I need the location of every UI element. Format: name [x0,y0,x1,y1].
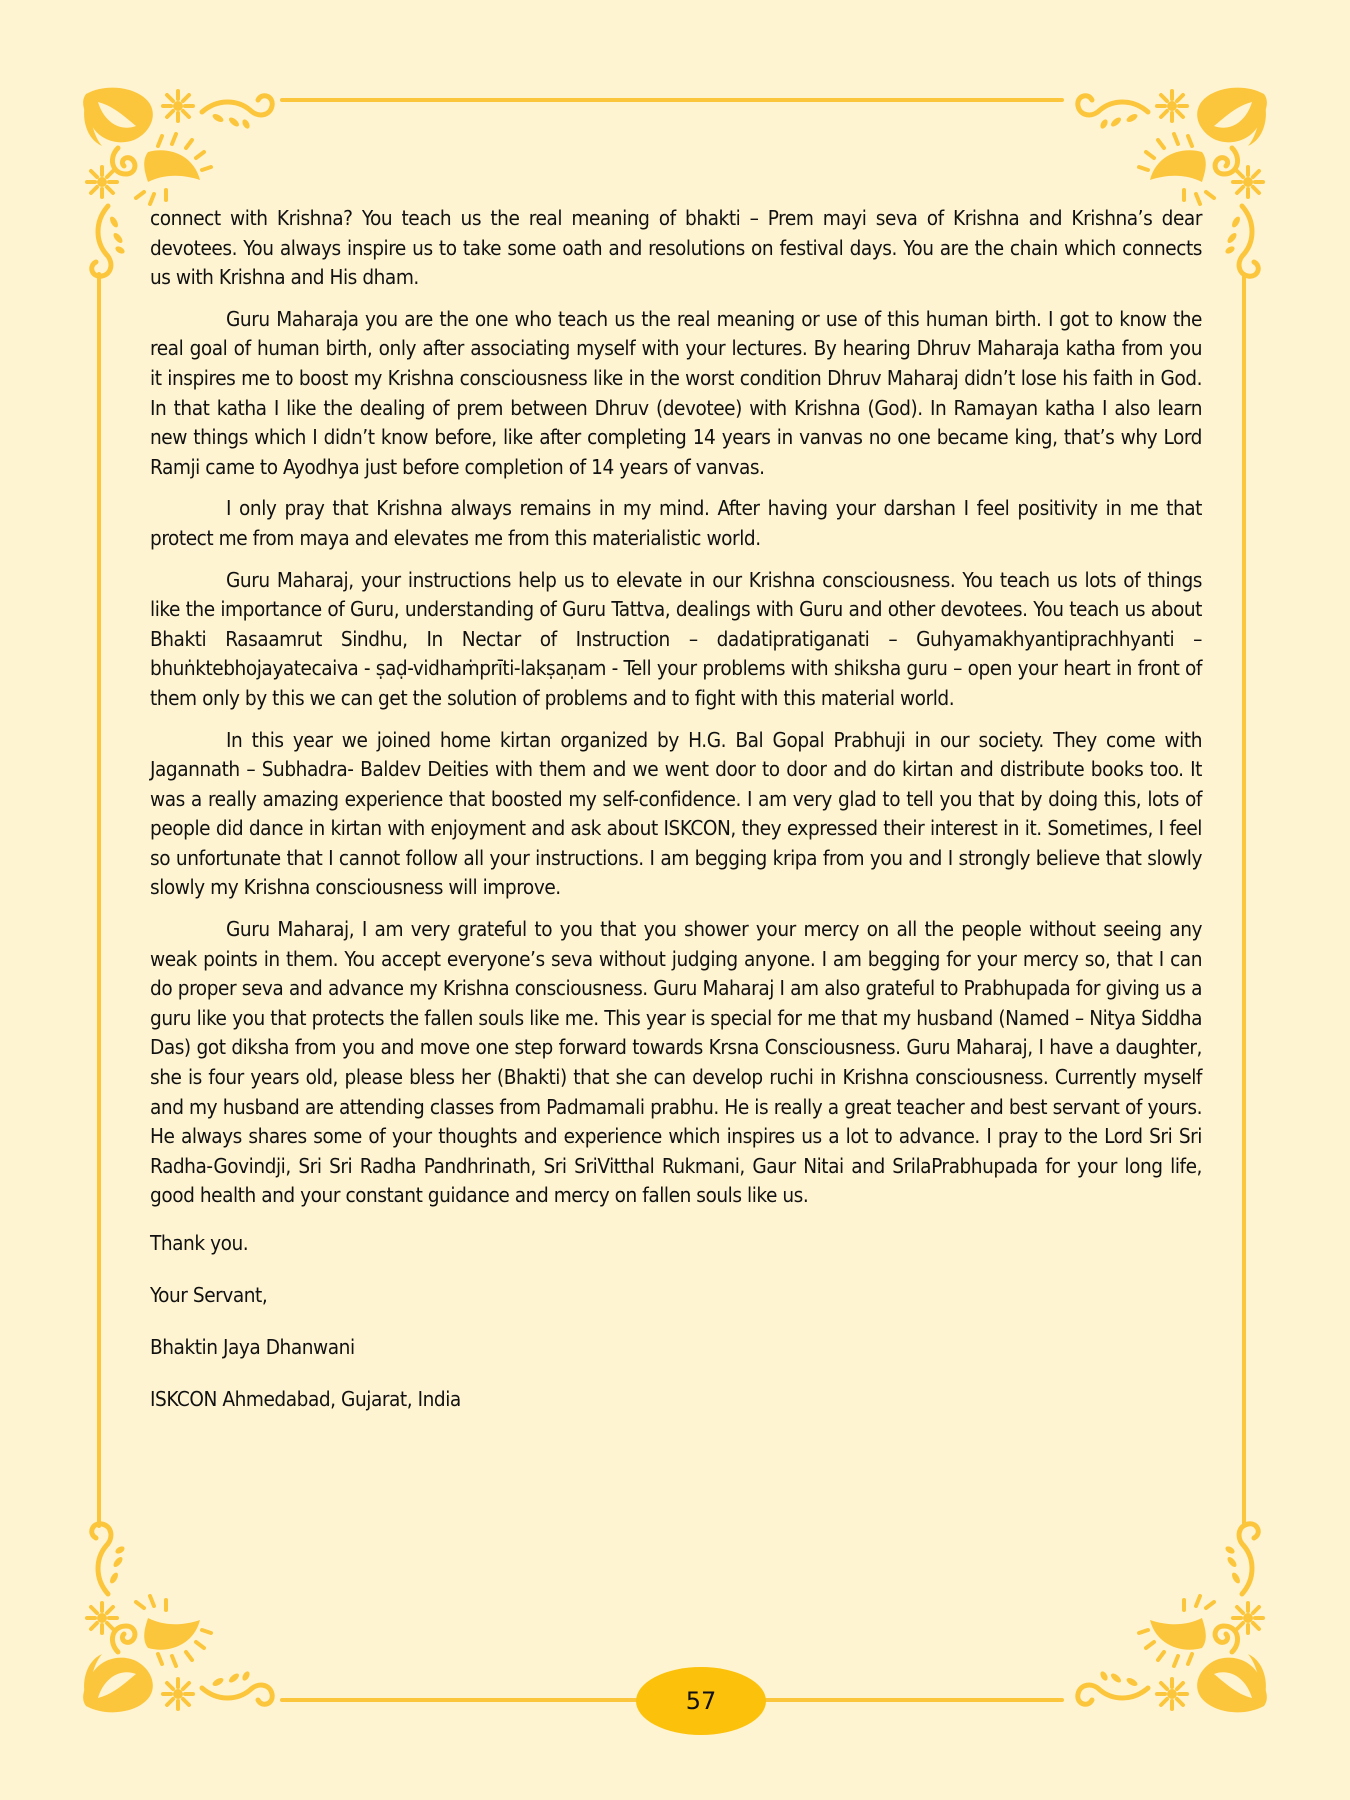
paragraph-4: Guru Maharaj, your instructions help us to elevate in our Krishna consciousness. You teach us lots of things like the importance of Guru, understanding of Guru Tattva, dealings with Guru and other devotees. You teach us about Bhakti Rasaamrut Sindhu, In Nectar of Instruction – dadatipratiganati – Guhyamakhyantiprachhyanti – bhuṅktebhojayatecaiva - ṣaḍ-vidhaṁprīti-lakṣaṇam - Tell your problems with shiksha guru – open your heart in front of them only by this we can get the solution of problems and to fight with this material world. [150,567,1202,710]
paragraph-1: connect with Krishna? You teach us the real meaning of bhakti – Prem mayi seva of Krishna and Krishna’s dear devotees. You always inspire us to take some oath and resolutions on festival days. You are the chain which connects us with Krishna and His dham. [150,206,1202,290]
closing-thanks: Thank you. [150,1231,249,1255]
corner-ornament-bottom-right-icon [1072,1518,1272,1718]
border-bottom-line-right [764,1698,1064,1702]
paragraph-2: Guru Maharaja you are the one who teach us the real meaning or use of this human birth. I got to know the real goal of human birth, only after associating myself with your lectures. By hearing Dhruv Maharaja katha from you it inspires me to boost my Krishna consciousness like in the worst condition Dhruv Maharaj didn’t lose his faith in God. In that katha I like the dealing of prem between Dhruv (devotee) with Krishna (God). In Ramayan katha I also learn new things which I didn’t know before, like after completing 14 years in vanvas no one became king, that’s why Lord Ramji came to Ayodhya just before completion of 14 years of vanvas. [150,306,1202,479]
paragraph-5: In this year we joined home kirtan organized by H.G. Bal Gopal Prabhuji in our society. They come with Jagannath – Subhadra- Baldev Deities with them and we went door to door and do kirtan and distribute books too. It was a really amazing experience that boosted my self-confidence. I am very glad to tell you that by doing this, lots of people did dance in kirtan with enjoyment and ask about ISKCON, they expressed their interest in it. Sometimes, I feel so unfortunate that I cannot follow all your instructions. I am begging kripa from you and I strongly believe that slowly slowly my Krishna consciousness will improve. [150,727,1202,900]
closing-salutation: Your Servant, [150,1283,268,1307]
border-bottom-line-left [280,1698,638,1702]
page-number: 57 [685,1687,717,1715]
border-top-line [280,98,1064,102]
author-name: Bhaktin Jaya Dhanwani [150,1335,355,1359]
corner-ornament-bottom-left-icon [78,1518,278,1718]
author-location: ISKCON Ahmedabad, Gujarat, India [150,1387,461,1411]
paragraph-3: I only pray that Krishna always remains in my mind. After having your darshan I feel positivity in me that protect me from maya and elevates me from this materialistic world. [150,496,1202,550]
page-number-badge [636,1667,766,1735]
paragraph-6: Guru Maharaj, I am very grateful to you that you shower your mercy on all the people without seeing any weak points in them. You accept everyone’s seva without judging anyone. I am begging for your mercy so, that I can do proper seva and advance my Krishna consciousness. Guru Maharaj I am also grateful to Prabhupada for giving us a guru like you that protects the fallen souls like me. This year is special for me that my husband (Named – Nitya Siddha Das) got diksha from you and move one step forward towards Krsna Consciousness. Guru Maharaj, I have a daughter, she is four years old, please bless her (Bhakti) that she can develop ruchi in Krishna consciousness. Currently myself and my husband are attending classes from Padmamali prabhu. He is really a great teacher and best servant of yours. He always shares some of your thoughts and experience which inspires us a lot to advance. I pray to the Lord Sri Sri Radha-Govindji, Sri Sri Radha Pandhrinath, Sri SriVitthal Rukmani, Gaur Nitai and SrilaPrabhupada for your long life, good health and your constant guidance and mercy on fallen souls like us. [150,917,1202,1208]
closing-block [150,1223,1202,1419]
letter-body [150,204,1202,1431]
border-right-line [1242,272,1246,1528]
border-left-line [97,272,101,1528]
